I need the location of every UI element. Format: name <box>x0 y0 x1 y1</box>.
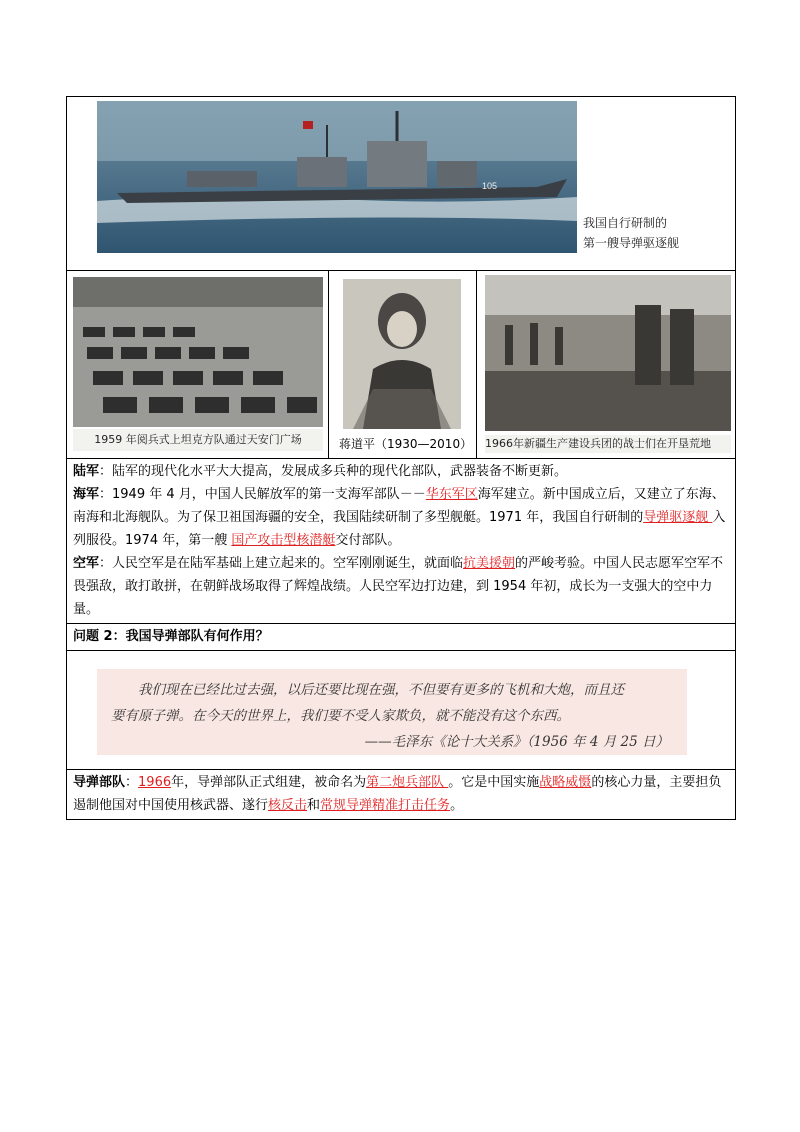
airforce-answer-korea: 抗美援朝 <box>463 556 516 571</box>
missile-text-2: 。它是中国实施 <box>448 775 540 790</box>
missile-text-4: 和 <box>307 798 321 813</box>
question-row <box>67 624 735 651</box>
pilot-caption: 蒋道平（1930—2010） <box>339 437 473 451</box>
missile-text-5: 。 <box>450 798 464 813</box>
destroyer-caption-line2: 第一艘导弹驱逐舰 <box>583 236 680 250</box>
missile-answer-second-artillery: 第二炮兵部队 <box>366 775 449 790</box>
navy-answer-east-china: 华东军区 <box>425 487 478 502</box>
army-paragraph <box>73 460 729 483</box>
missile-label: 导弹部队 <box>73 775 126 790</box>
navy-text-4: 交付部队。 <box>335 533 401 548</box>
destroyer-photo <box>97 101 577 253</box>
worksheet-table <box>66 96 736 820</box>
navy-text-1: ：1949 年 4 月，中国人民解放军的第一支海军部队－－ <box>99 487 426 502</box>
quote-line-1: 我们现在已经比过去强，以后还要比现在强，不但要有更多的飞机和大炮，而且还 <box>138 682 624 698</box>
farm-photo-cell <box>477 271 735 458</box>
navy-answer-destroyer: 导弹驱逐舰 <box>643 510 713 525</box>
missile-answer-deterrence: 战略威慑 <box>539 775 592 790</box>
military-branches-text <box>67 459 735 624</box>
hull-number: 105 <box>482 181 498 191</box>
question-2: 问题 2：我国导弹部队有何作用？ <box>73 629 269 644</box>
missile-answer-year: 1966 <box>138 775 172 790</box>
navy-paragraph <box>73 483 729 552</box>
farm-caption: 1966年新疆生产建设兵团的战士们在开垦荒地 <box>485 435 731 453</box>
missile-text-1: 年，导弹部队正式组建，被命名为 <box>171 775 367 790</box>
destroyer-row <box>67 97 735 271</box>
airforce-paragraph <box>73 552 729 621</box>
quote-line-2: 要有原子弹。在今天的世界上，我们要不受人家欺负，就不能没有这个东西。 <box>111 708 570 724</box>
missile-answer-counterstrike: 核反击 <box>268 798 308 813</box>
army-text: ：陆军的现代化水平大大提高，发展成多兵种的现代化部队，武器装备不断更新。 <box>99 464 568 479</box>
parade-caption: 1959 年阅兵式上坦克方队通过天安门广场 <box>73 429 323 451</box>
quote-row <box>67 651 735 770</box>
army-label: 陆军 <box>73 464 100 479</box>
missile-text-3: 的核心力量，主要担负遏制他国对中国使用核武器、遂行 <box>73 775 722 813</box>
mao-quote <box>97 669 687 755</box>
navy-answer-submarine: 国产攻击型核潜艇 <box>231 533 336 548</box>
airforce-text-1: ：人民空军是在陆军基础上建立起来的。空军刚刚诞生，就面临 <box>99 556 464 571</box>
missile-text-0: ： <box>125 775 139 790</box>
missile-force-row <box>67 770 735 819</box>
navy-text-2: 海军建立。新中国成立后，又建立了东海、南海和北海舰队。为了保卫祖国海疆的安全，我国陆续研制了多型舰艇。1971 年，我国自行研制的 <box>73 487 725 525</box>
pilot-portrait-photo <box>343 279 461 429</box>
airforce-label: 空军 <box>73 556 100 571</box>
airforce-text-2: 的严峻考验。中国人民志愿军空军不畏强敌，敢打敢拼，在朝鲜战场取得了辉煌战绩。人民空军边打边建，到 1954 年初，成长为一支强大的空中力量。 <box>73 556 724 617</box>
photos-row <box>67 271 735 459</box>
quote-source: ——毛泽东《论十大关系》（1956 年 4 月 25 日） <box>364 734 669 750</box>
pilot-photo-cell <box>329 271 477 458</box>
reclamation-photo <box>485 275 731 431</box>
destroyer-caption-line1: 我国自行研制的 <box>583 216 668 230</box>
parade-photo-cell <box>67 271 329 458</box>
tank-parade-photo <box>73 277 323 427</box>
missile-answer-precision-strike: 常规导弹精准打击任务 <box>320 798 451 813</box>
destroyer-caption <box>583 213 701 253</box>
navy-label: 海军 <box>73 487 100 502</box>
navy-text-3: 入列服役。1974 年，第一艘 <box>73 510 726 548</box>
